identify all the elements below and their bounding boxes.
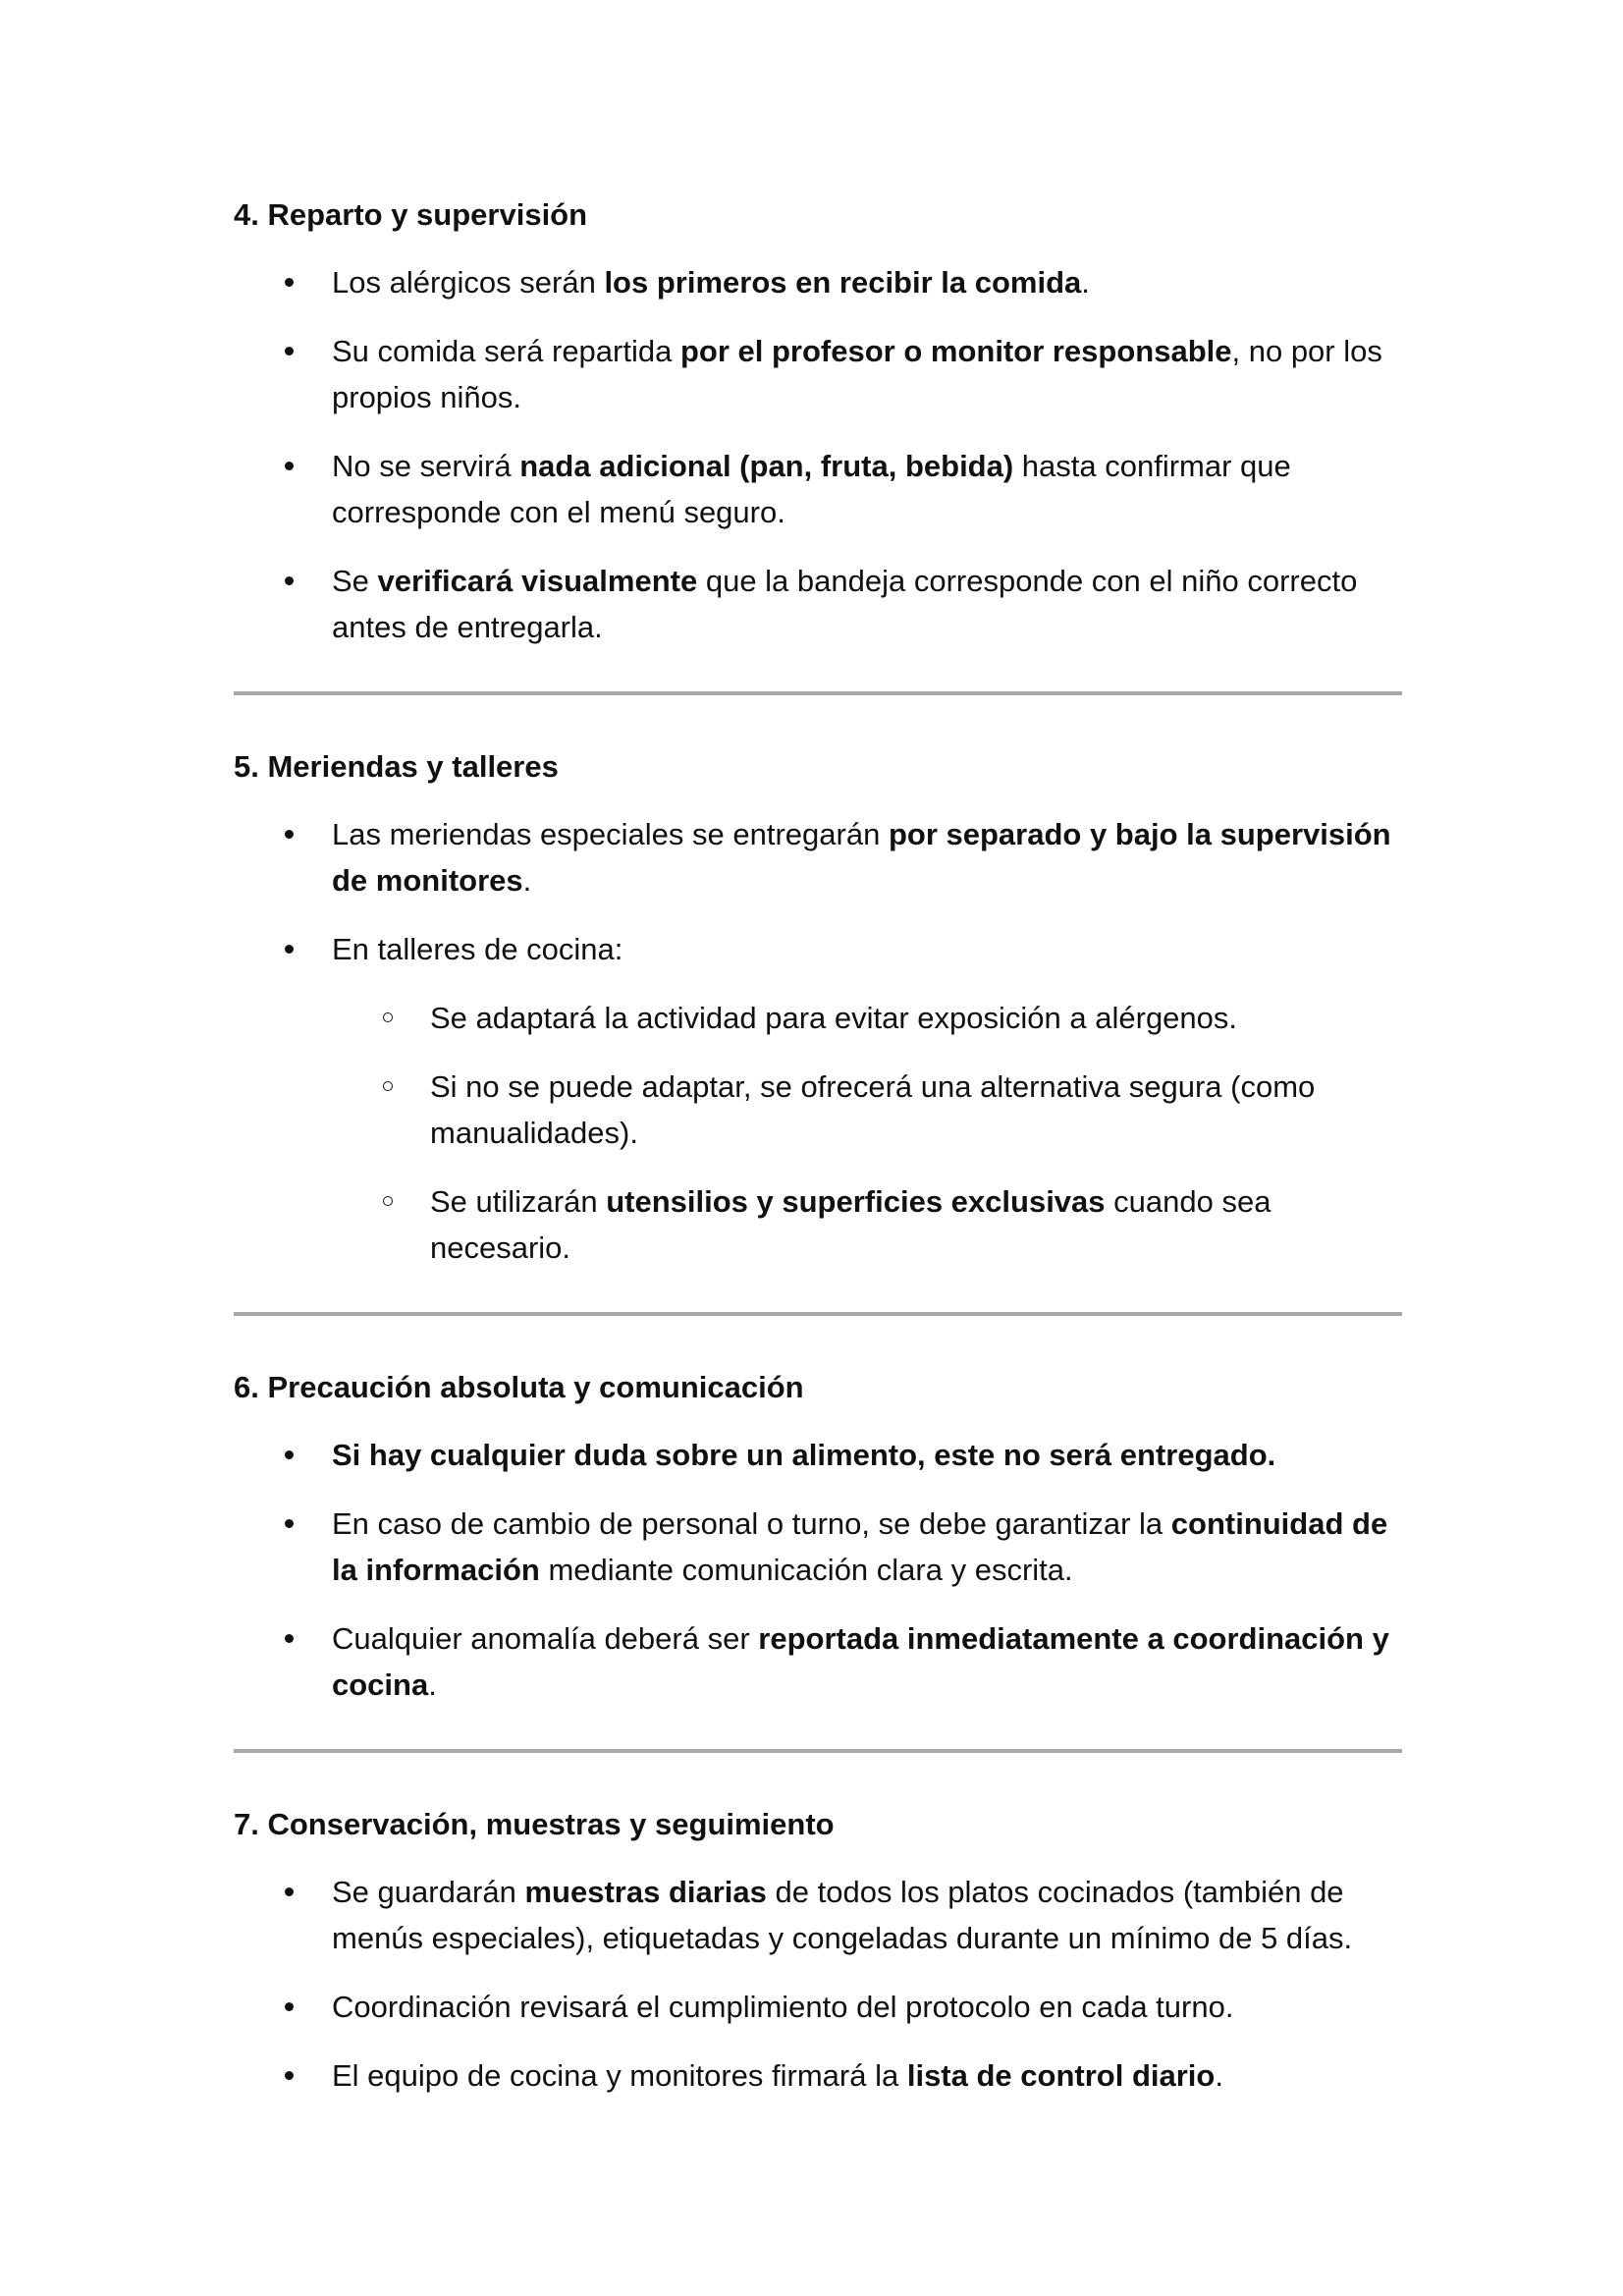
text-run: Se utilizarán <box>430 1184 607 1219</box>
bold-text: verificará visualmente <box>377 564 698 598</box>
text-run: cuando sea necesario. <box>430 1184 1271 1265</box>
section-divider <box>234 1312 1402 1316</box>
bold-text: Si hay cualquier duda sobre un alimento, este no será entregado. <box>332 1438 1276 1472</box>
bullet-list <box>234 811 1402 1271</box>
bold-text: lista de control diario <box>906 2058 1216 2093</box>
document-page <box>234 192 1402 2121</box>
bullet-dot-icon <box>285 2002 294 2011</box>
bold-text: nada adicional (pan, fruta, bebida) <box>519 449 1014 483</box>
text-run: de todos los platos cocinados (también de menús especiales), etiquetadas y congeladas durante un mínimo de 5 días. <box>332 1875 1353 1955</box>
section-heading: 4. Reparto y supervisión <box>234 197 588 232</box>
bullet-circle-icon <box>383 1196 393 1206</box>
text-run: . <box>428 1667 437 1702</box>
bullet-dot-icon <box>285 462 294 470</box>
bullet-circle-icon <box>383 1012 393 1022</box>
section-heading: 5. Meriendas y talleres <box>234 749 559 784</box>
text-run: Se guardarán <box>332 1875 525 1909</box>
list-item <box>234 558 1402 650</box>
bullet-dot-icon <box>285 278 294 287</box>
text-run: . <box>1215 2058 1223 2093</box>
bold-text: muestras diarias <box>524 1875 767 1909</box>
text-run: No se servirá <box>332 449 520 483</box>
sub-bullet-list <box>332 995 1402 1271</box>
text-run: En caso de cambio de personal o turno, se debe garantizar la <box>332 1506 1171 1541</box>
bold-text: reportada inmediatamente a coordinación y cocina <box>332 1621 1389 1702</box>
bullet-list <box>234 259 1402 650</box>
bold-text: utensilios y superficies exclusivas <box>606 1184 1106 1219</box>
text-run: que la bandeja corresponde con el niño correcto antes de entregarla. <box>332 564 1358 644</box>
text-run: , no por los propios niños. <box>332 334 1382 414</box>
text-run: Cualquier anomalía deberá ser <box>332 1621 759 1656</box>
section-heading: 6. Precaución absoluta y comunicación <box>234 1370 804 1404</box>
bullet-dot-icon <box>285 2071 294 2080</box>
list-item <box>234 1984 1402 2030</box>
bullet-list <box>234 1869 1402 2099</box>
bold-text: por el profesor o monitor responsable <box>679 334 1232 368</box>
bullet-dot-icon <box>285 1519 294 1528</box>
text-run: En talleres de cocina: <box>332 932 623 966</box>
text-run: hasta confirmar que corresponde con el menú seguro. <box>332 449 1291 529</box>
text-run: Los alérgicos serán <box>332 265 605 300</box>
sub-list-item <box>332 995 1402 1041</box>
bullet-circle-icon <box>383 1081 393 1091</box>
list-item <box>234 328 1402 420</box>
text-run: mediante comunicación clara y escrita. <box>539 1553 1073 1587</box>
text-run: Se adaptará la actividad para evitar exposición a alérgenos. <box>430 1001 1238 1035</box>
bullet-dot-icon <box>285 1887 294 1896</box>
bullet-dot-icon <box>285 1450 294 1459</box>
text-run: Su comida será repartida <box>332 334 680 368</box>
text-run: El equipo de cocina y monitores firmará la <box>332 2058 907 2093</box>
bold-text: los primeros en recibir la comida <box>604 265 1082 300</box>
bullet-dot-icon <box>285 945 294 954</box>
bold-text: por separado y bajo la supervisión de monitores <box>332 817 1391 898</box>
section-divider <box>234 691 1402 695</box>
list-item <box>234 1501 1402 1593</box>
list-item <box>234 1432 1402 1478</box>
list-item <box>234 1869 1402 1961</box>
list-item <box>234 2052 1402 2099</box>
text-run: . <box>1081 265 1090 300</box>
text-run: Se <box>332 564 378 598</box>
text-run: Coordinación revisará el cumplimiento del protocolo en cada turno. <box>332 1990 1234 2024</box>
sub-list-item <box>332 1178 1402 1271</box>
bullet-dot-icon <box>285 830 294 839</box>
bullet-dot-icon <box>285 576 294 585</box>
list-item <box>234 259 1402 305</box>
list-item <box>234 443 1402 535</box>
text-run: Las meriendas especiales se entregarán <box>332 817 889 851</box>
bullet-list <box>234 1432 1402 1708</box>
section-divider <box>234 1749 1402 1753</box>
bold-text: continuidad de la información <box>332 1506 1388 1587</box>
list-item <box>234 1615 1402 1708</box>
bullet-dot-icon <box>285 347 294 355</box>
text-run: Si no se puede adaptar, se ofrecerá una alternativa segura (como manualidades). <box>430 1069 1316 1150</box>
sub-list-item <box>332 1064 1402 1156</box>
text-run: . <box>522 863 532 898</box>
list-item <box>234 926 1402 1271</box>
bullet-dot-icon <box>285 1634 294 1643</box>
list-item <box>234 811 1402 903</box>
section-heading: 7. Conservación, muestras y seguimiento <box>234 1807 835 1841</box>
